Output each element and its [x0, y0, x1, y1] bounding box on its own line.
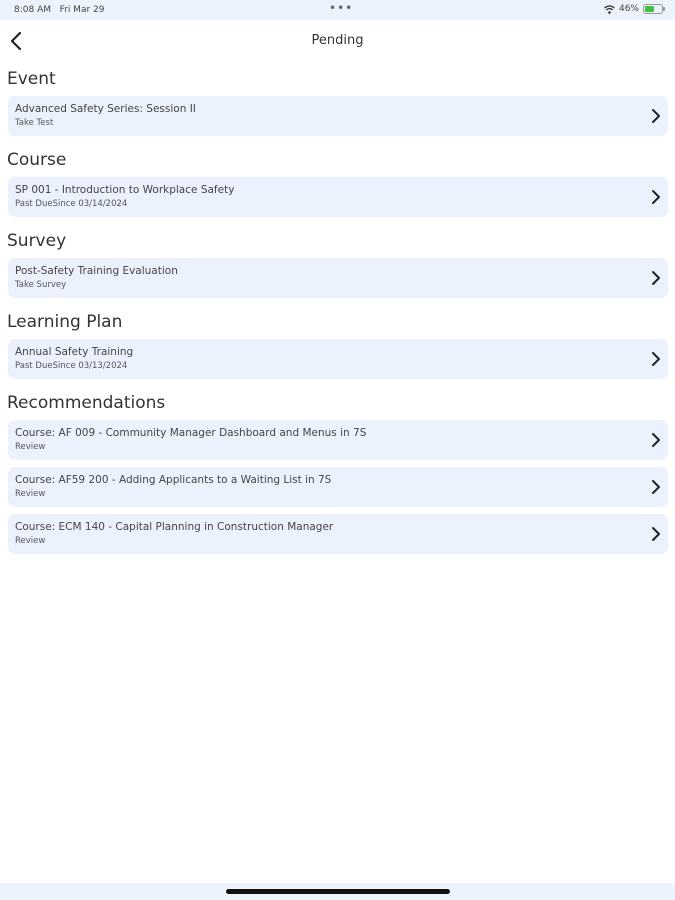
home-indicator-area — [0, 883, 675, 900]
home-indicator[interactable] — [226, 889, 450, 894]
section-title: Survey — [7, 231, 67, 251]
item-subtitle: Review — [15, 442, 46, 452]
chevron-right-icon — [650, 526, 662, 542]
item-title: Course: AF59 200 - Adding Applicants to a Waiting List in 7S — [15, 474, 332, 486]
chevron-right-icon — [650, 479, 662, 495]
section-event — [0, 62, 675, 136]
list-item[interactable] — [8, 339, 668, 379]
item-title: Course: AF 009 - Community Manager Dashboard and Menus in 7S — [15, 427, 367, 439]
section-title: Course — [7, 150, 67, 170]
list-item[interactable] — [8, 96, 668, 136]
multitasking-dots[interactable]: ••• — [329, 1, 354, 15]
item-subtitle: Take Test — [15, 118, 54, 128]
item-title: SP 001 - Introduction to Workplace Safety — [15, 184, 235, 196]
status-right — [604, 4, 663, 14]
list-item[interactable] — [8, 514, 668, 554]
item-title: Advanced Safety Series: Session II — [15, 103, 196, 115]
chevron-right-icon — [650, 270, 662, 286]
list-item[interactable] — [8, 177, 668, 217]
chevron-right-icon — [650, 189, 662, 205]
section-course — [0, 143, 675, 217]
list-item[interactable] — [8, 420, 668, 460]
section-learning-plan — [0, 305, 675, 379]
wifi-icon — [604, 5, 615, 14]
section-title: Recommendations — [7, 393, 166, 413]
list-item[interactable] — [8, 258, 668, 298]
pending-list — [0, 62, 675, 561]
section-survey — [0, 224, 675, 298]
status-bar — [0, 0, 675, 20]
battery-percent: 46% — [618, 4, 639, 14]
status-time: 8:08 AM Fri Mar 29 — [14, 5, 105, 15]
list-item[interactable] — [8, 467, 668, 507]
section-title: Learning Plan — [7, 312, 123, 332]
item-title: Post-Safety Training Evaluation — [15, 265, 178, 277]
item-subtitle: Review — [15, 489, 46, 499]
section-title: Event — [7, 69, 56, 89]
page-title: Pending — [311, 33, 364, 48]
chevron-right-icon — [650, 432, 662, 448]
nav-bar — [0, 20, 675, 62]
item-subtitle: Take Survey — [15, 280, 67, 290]
item-title: Course: ECM 140 - Capital Planning in Construction Manager — [15, 521, 334, 533]
item-title: Annual Safety Training — [15, 346, 134, 358]
chevron-right-icon — [650, 351, 662, 367]
item-subtitle: Review — [15, 536, 46, 546]
item-subtitle: Past DueSince 03/14/2024 — [15, 199, 128, 209]
item-subtitle: Past DueSince 03/13/2024 — [15, 361, 128, 371]
chevron-right-icon — [650, 108, 662, 124]
section-recommendations — [0, 386, 675, 554]
battery-charging-icon — [643, 4, 663, 14]
